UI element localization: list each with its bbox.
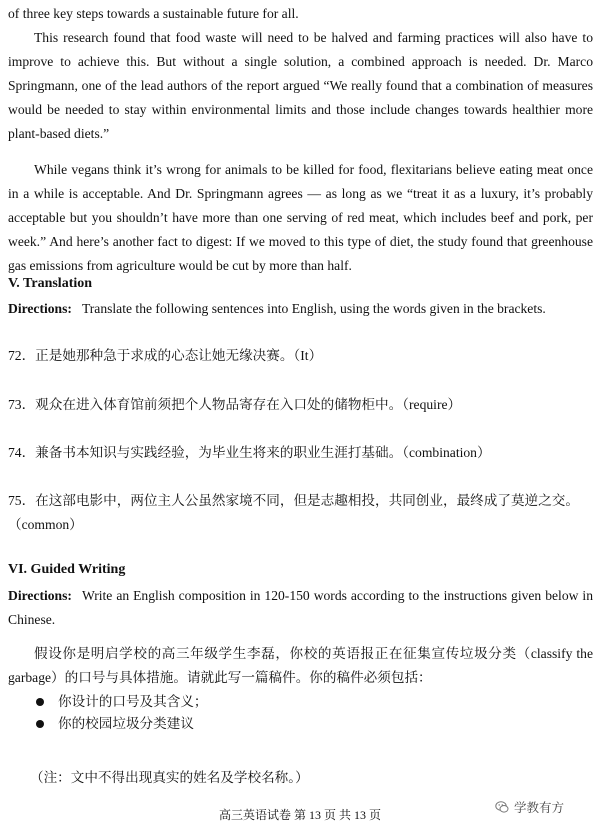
translation-item-73: 73．观众在进入体育馆前须把个人物品寄存在入口处的储物柜中。（require） [8,397,462,412]
translation-item-75: 75．在这部电影中，两位主人公虽然家境不同，但是志趣相投，共同创业，最终成了莫逆之交。（common） [8,493,579,532]
guided-writing-heading: VI. Guided Writing [8,562,126,577]
watermark-text: 学教有方 [514,800,565,815]
translation-heading: V. Translation [8,276,93,291]
bullet-icon [36,720,44,728]
directions-label: Directions: [8,301,72,316]
writing-prompt: 假设你是明启学校的高三年级学生李磊，你校的英语报正在征集宣传垃圾分类（classify the garbage）的口号与具体措施。请就此写一篇稿件。你的稿件必须包括： [8,646,593,685]
writing-note: （注：文中不得出现真实的姓名及学校名称。） [30,770,309,785]
passage-last-line: of three key steps towards a sustainable future for all. [8,6,299,21]
passage-paragraph-2: While vegans think it’s wrong for animals to be killed for food, flexitarians believe eating meat once in a while is acceptable. And Dr. Springmann agrees — as long as we “treat it as a luxury, it’s probably acceptable but you shouldn’t have more than one serving of red meat, which includes beef and pork, per week.” And here’s another fact to digest: If we moved to this type of diet, the study found that greenhouse gas emissions from agriculture would be cut by more than half. [8,162,593,273]
directions-label: Directions: [8,588,72,603]
watermark [495,798,564,816]
page-footer: 高三英语试卷 第 13 页 共 13 页 [218,808,381,822]
translation-directions [8,297,593,321]
bullet-icon [36,698,44,706]
bullet-text: 你设计的口号及其含义； [58,694,208,709]
directions-text: Write an English composition in 120-150 words according to the instructions given below in Chinese. [8,588,593,627]
writing-directions [8,584,593,632]
bullet-item [36,713,194,735]
translation-item-74: 74．兼备书本知识与实践经验，为毕业生将来的职业生涯打基础。（combination） [8,445,491,460]
directions-text: Translate the following sentences into English, using the words given in the brackets. [81,301,546,316]
wechat-icon [495,800,509,814]
passage-paragraph-1: This research found that food waste will need to be halved and farming practices will also have to improve to achieve this. But without a single solution, a combined approach is needed. Dr. Marco Springmann, one of the lead authors of the report argued “We really found that a combination of measures would be needed to stay within environmental limits and those include changes towards healthier more plant-based diets.” [8,30,593,141]
bullet-text: 你的校园垃圾分类建议 [58,716,194,731]
bullet-item [36,691,208,713]
translation-item-72: 72．正是她那种急于求成的心态让她无缘决赛。（It） [8,348,323,363]
